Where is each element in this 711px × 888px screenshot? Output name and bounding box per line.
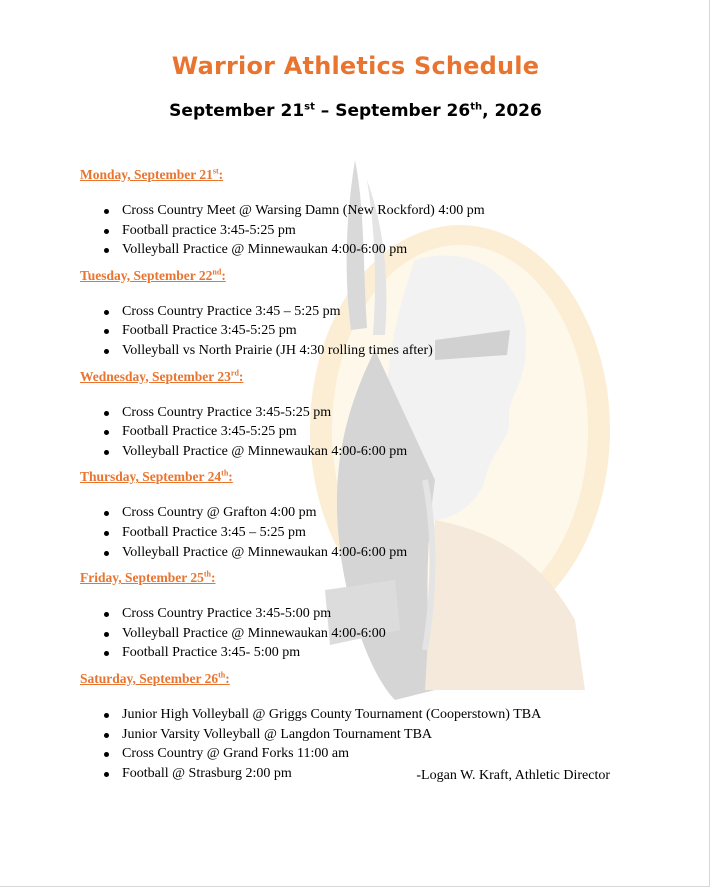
day-heading: Tuesday, September 22nd:: [80, 267, 226, 283]
list-item: Volleyball Practice @ Minnewaukan 4:00-6:00 pm: [122, 240, 640, 260]
event-list: [80, 503, 640, 562]
event-list: [80, 201, 640, 260]
list-item: Football Practice 3:45- 5:00 pm: [122, 643, 640, 663]
day-heading: Wednesday, September 23rd:: [80, 368, 244, 384]
list-item: Football Practice 3:45-5:25 pm: [122, 321, 640, 341]
list-item: Cross Country Practice 3:45-5:25 pm: [122, 403, 640, 423]
event-list: [80, 604, 640, 663]
list-item: Volleyball Practice @ Minnewaukan 4:00-6:00 pm: [122, 543, 640, 563]
list-item: Cross Country Practice 3:45-5:00 pm: [122, 604, 640, 624]
day-heading-suffix: th: [221, 468, 229, 478]
day-block-thursday: [80, 467, 640, 562]
list-item: Cross Country Meet @ Warsing Damn (New Rockford) 4:00 pm: [122, 201, 640, 221]
page-title: Warrior Athletics Schedule: [171, 52, 540, 80]
list-item: Football Practice 3:45-5:25 pm: [122, 422, 640, 442]
list-item: Cross Country @ Grafton 4:00 pm: [122, 503, 640, 523]
list-item: Junior High Volleyball @ Griggs County Tournament (Cooperstown) TBA: [122, 705, 640, 725]
day-heading: Monday, September 21st:: [80, 166, 224, 182]
day-heading-suffix: rd: [230, 368, 239, 378]
list-item: Volleyball Practice @ Minnewaukan 4:00-6:00 pm: [122, 442, 640, 462]
day-block-monday: [80, 165, 640, 260]
list-item: Football @ Strasburg 2:00 pm: [122, 764, 640, 784]
day-heading-suffix: th: [203, 569, 211, 579]
day-heading-text: Tuesday, September 22: [80, 267, 213, 283]
day-heading: Saturday, September 26th:: [80, 670, 230, 686]
day-heading: Friday, September 25th:: [80, 569, 216, 586]
signature: -Logan W. Kraft, Athletic Director: [416, 768, 610, 783]
list-item: Volleyball Practice @ Minnewaukan 4:00-6:00: [122, 624, 640, 644]
list-item: Junior Varsity Volleyball @ Langdon Tournament TBA: [122, 725, 640, 745]
day-heading-suffix: st: [212, 166, 219, 176]
day-heading-text: Friday, September 25: [80, 570, 204, 586]
date-end-suffix: th: [470, 101, 483, 113]
day-block-wednesday: [80, 367, 640, 462]
day-heading: Thursday, September 24th:: [80, 468, 233, 485]
list-item: Football Practice 3:45 – 5:25 pm: [122, 523, 640, 543]
day-block-friday: [80, 568, 640, 663]
event-list: [80, 403, 640, 462]
day-heading-text: Wednesday, September 23: [80, 368, 231, 384]
day-heading-text: Thursday, September 24: [80, 469, 222, 485]
list-item: Cross Country @ Grand Forks 11:00 am: [122, 744, 640, 764]
day-heading-text: Saturday, September 26: [80, 670, 219, 686]
schedule-content: [80, 165, 640, 789]
day-heading-text: Monday, September 21: [80, 167, 213, 182]
date-year: , 2026: [482, 101, 542, 121]
date-separator: – September 26: [314, 101, 471, 121]
list-item: Football practice 3:45-5:25 pm: [122, 221, 640, 241]
list-item: Cross Country Practice 3:45 – 5:25 pm: [122, 302, 640, 322]
day-heading-suffix: nd: [212, 267, 222, 277]
list-item: Volleyball vs North Prairie (JH 4:30 rolling times after): [122, 341, 640, 361]
date-range-subtitle: [0, 101, 711, 121]
event-list: [80, 302, 640, 361]
day-block-tuesday: [80, 266, 640, 361]
day-block-saturday: [80, 669, 640, 783]
date-start: September 21: [169, 101, 305, 121]
date-start-suffix: st: [304, 101, 315, 113]
day-heading-suffix: th: [218, 670, 226, 680]
